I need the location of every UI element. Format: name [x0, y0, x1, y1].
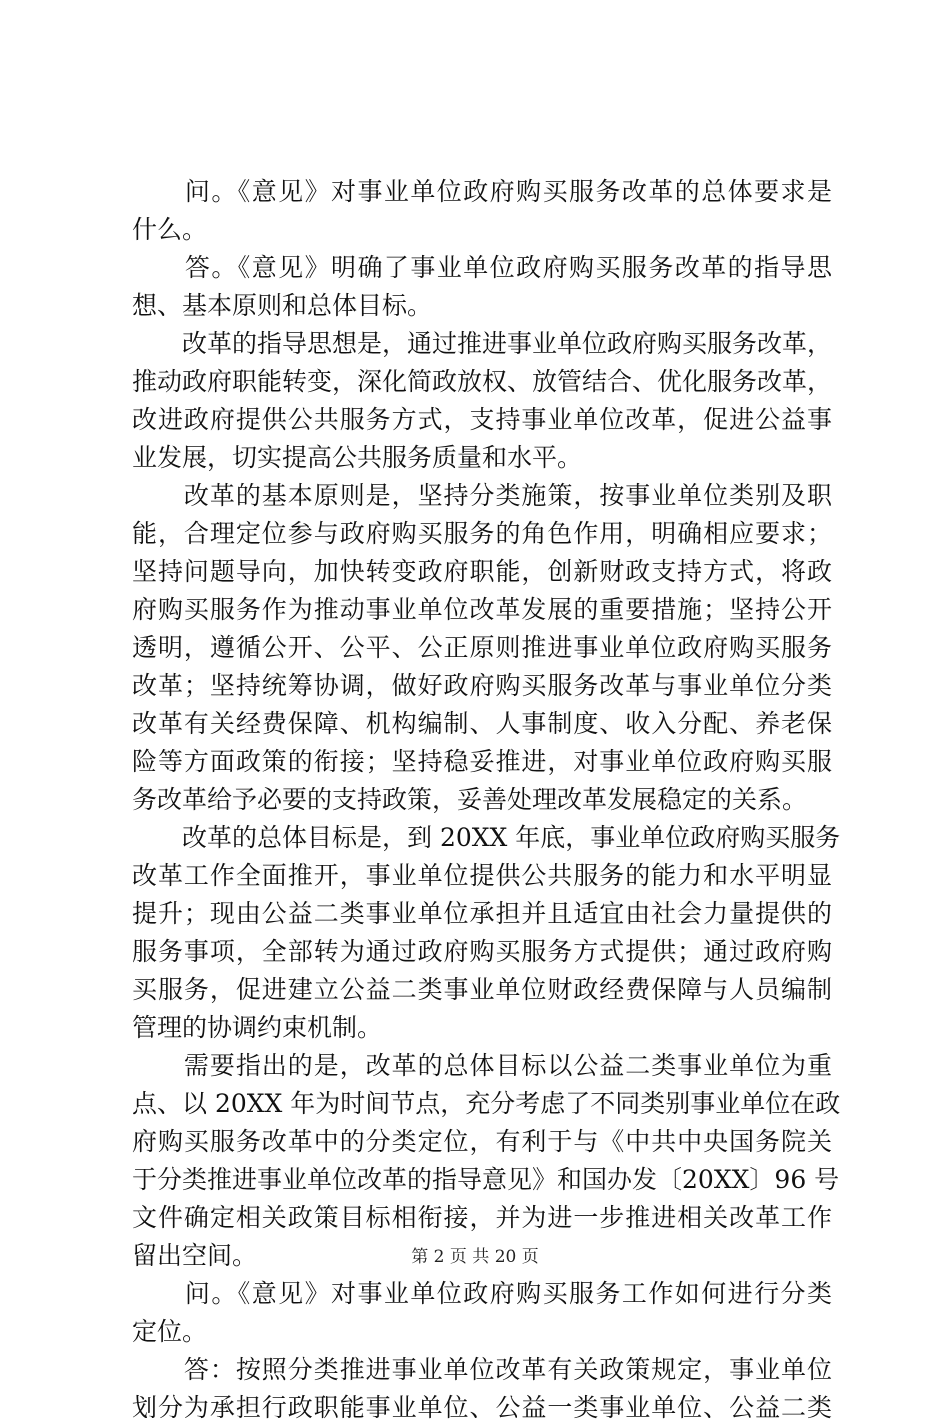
text-line: 问。《意见》对事业单位政府购买服务改革的总体要求是 [132, 177, 832, 206]
text-line: 坚持问题导向，加快转变政府职能，创新财政支持方式，将政 [132, 557, 832, 586]
text-line: 答。《意见》明确了事业单位政府购买服务改革的指导思 [132, 253, 832, 282]
text-line: 划分为承担行政职能事业单位、公益一类事业单位、公益二类 [132, 1393, 832, 1422]
text-line: 改革的总体目标是，到 20XX 年底，事业单位政府购买服务 [132, 823, 841, 852]
text-line: 想、基本原则和总体目标。 [132, 291, 433, 320]
text-line: 府购买服务作为推动事业单位改革发展的重要措施；坚持公开 [132, 595, 832, 624]
text-line: 透明，遵循公开、公平、公正原则推进事业单位政府购买服务 [132, 633, 832, 662]
text-line: 改革工作全面推开，事业单位提供公共服务的能力和水平明显 [132, 861, 832, 890]
text-line: 文件确定相关政策目标相衔接，并为进一步推进相关改革工作 [132, 1203, 832, 1232]
text-line: 买服务，促进建立公益二类事业单位财政经费保障与人员编制 [132, 975, 832, 1004]
page-footer: 第 2 页 共 20 页 [411, 1247, 539, 1267]
text-line: 服务事项，全部转为通过政府购买服务方式提供；通过政府购 [132, 937, 832, 966]
text-line: 险等方面政策的衔接；坚持稳妥推进，对事业单位政府购买服 [132, 747, 832, 776]
text-line: 改革的指导思想是，通过推进事业单位政府购买服务改革， [132, 329, 833, 358]
text-line: 府购买服务改革中的分类定位，有利于与《中共中央国务院关 [132, 1127, 832, 1156]
text-line: 需要指出的是，改革的总体目标以公益二类事业单位为重 [132, 1051, 832, 1080]
text-line: 留出空间。 [132, 1241, 258, 1270]
text-line: 业发展，切实提高公共服务质量和水平。 [132, 443, 583, 472]
text-line: 推动政府职能转变，深化简政放权、放管结合、优化服务改革， [132, 367, 833, 396]
text-line: 能，合理定位参与政府购买服务的角色作用，明确相应要求； [132, 519, 832, 548]
text-line: 什么。 [132, 215, 208, 244]
text-line: 改革的基本原则是，坚持分类施策，按事业单位类别及职 [132, 481, 832, 510]
text-line: 答：按照分类推进事业单位改革有关政策规定，事业单位 [132, 1355, 832, 1384]
text-line: 改进政府提供公共服务方式，支持事业单位改革，促进公益事 [132, 405, 832, 434]
document-body [132, 173, 841, 1427]
text-line: 改革；坚持统筹协调，做好政府购买服务改革与事业单位分类 [132, 671, 832, 700]
text-line: 于分类推进事业单位改革的指导意见》和国办发〔20XX〕96 号 [132, 1165, 840, 1194]
text-line: 问。《意见》对事业单位政府购买服务工作如何进行分类 [132, 1279, 832, 1308]
text-line: 定位。 [132, 1317, 208, 1346]
text-line: 提升；现由公益二类事业单位承担并且适宜由社会力量提供的 [132, 899, 832, 928]
text-line: 改革有关经费保障、机构编制、人事制度、收入分配、养老保 [132, 709, 832, 738]
text-line: 管理的协调约束机制。 [132, 1013, 383, 1042]
text-line: 务改革给予必要的支持政策，妥善处理改革发展稳定的关系。 [132, 785, 808, 814]
text-line: 点、以 20XX 年为时间节点，充分考虑了不同类别事业单位在政 [132, 1089, 841, 1118]
